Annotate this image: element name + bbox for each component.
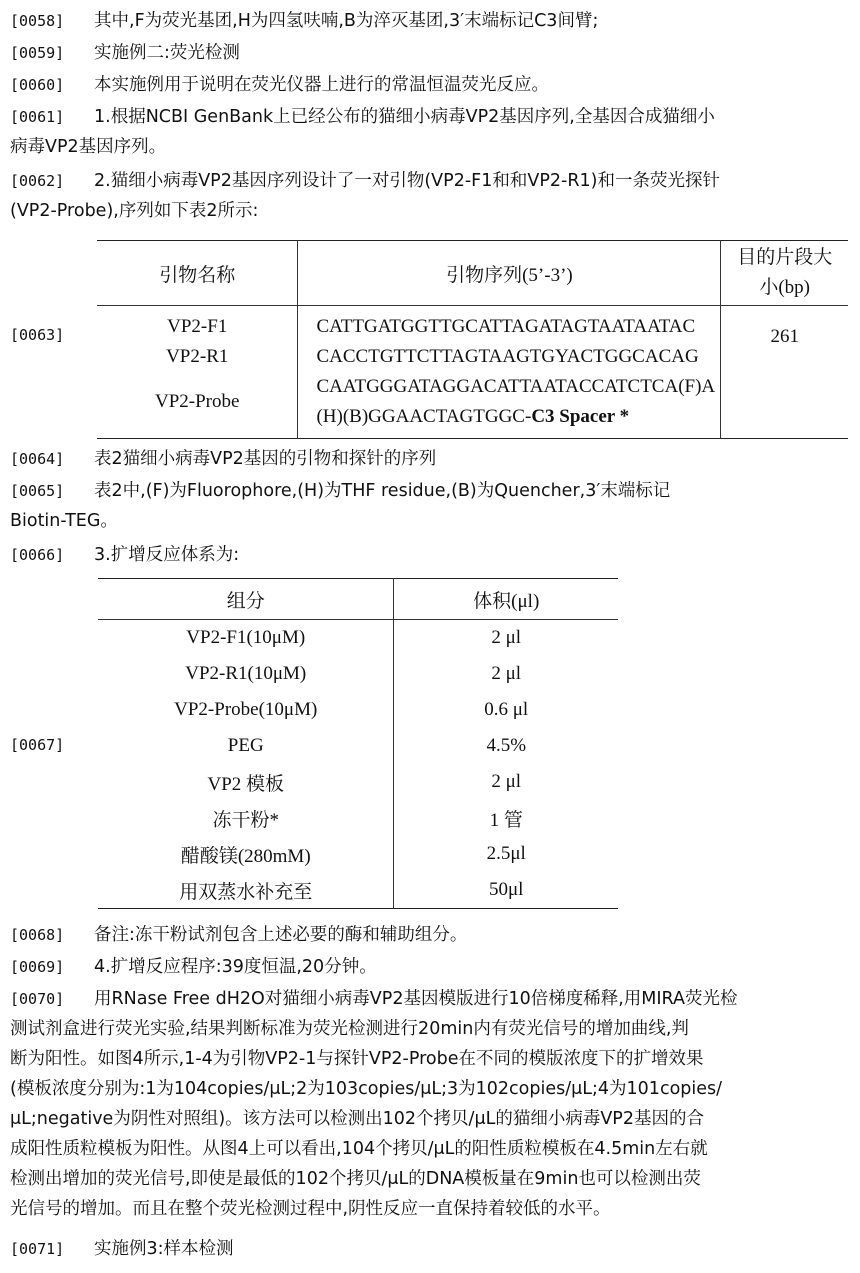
table-row [98, 800, 618, 836]
paragraph-number: [0061] [10, 108, 65, 126]
paragraph-line: (模板浓度分别为:1为104copies/μL;2为103copies/μL;3为102copies/μL;4为101copies/ [10, 1079, 723, 1099]
paragraph-0069 [10, 952, 850, 982]
paragraph-line: 本实施例用于说明在荧光仪器上进行的常温恒温荧光反应。 [94, 75, 549, 95]
paragraph-0068 [10, 920, 850, 950]
paragraph-number: [0064] [10, 450, 65, 468]
paragraph-line: 1.根据NCBI GenBank上已经公布的猫细小病毒VP2基因序列,全基因合成猫细小 [94, 107, 715, 127]
primer-name: VP2-F1 [167, 316, 228, 337]
paragraph-line: 实施例3:样本检测 [94, 1239, 234, 1259]
primer-sequence-last-line [298, 402, 720, 432]
paragraph-line: 检测出增加的荧光信号,即使是最低的102个拷贝/μL的DNA模板量在9min也可以检测出荧 [10, 1169, 701, 1189]
paragraph-number: [0060] [10, 76, 65, 94]
table-row [98, 620, 618, 657]
table-row [98, 656, 618, 692]
component-volume: 2 μl [491, 771, 522, 792]
component-volume: 50μl [489, 879, 524, 900]
component-name: VP2-F1(10μM) [98, 620, 394, 657]
paragraph-line: 实施例二:荧光检测 [94, 43, 240, 63]
paragraph-number: [0059] [10, 44, 65, 62]
primer-sequences-cell [298, 306, 721, 439]
header-line: 目的片段大 [737, 247, 833, 268]
component-name: VP2 模板 [98, 764, 394, 800]
paragraph-0062 [10, 166, 850, 226]
primer-name: VP2-Probe [155, 391, 240, 412]
paragraph-0064 [10, 444, 850, 474]
component-name: 醋酸镁(280mM) [98, 836, 394, 872]
paragraph-line: 2.猫细小病毒VP2基因序列设计了一对引物(VP2-F1和和VP2-R1)和一条荧光探针 [94, 171, 720, 191]
table-row [98, 692, 618, 728]
table-row [97, 306, 848, 439]
component-name: 用双蒸水补充至 [98, 872, 394, 909]
header-line: 小(bp) [759, 277, 811, 298]
paragraph-line: 用RNase Free dH2O对猫细小病毒VP2基因模版进行10倍梯度稀释,用MIRA荧光检 [94, 989, 738, 1009]
paragraph-line: Biotin-TEG。 [10, 511, 118, 531]
component-volume: 0.6 μl [484, 699, 529, 720]
paragraph-0058 [10, 6, 850, 36]
primer-sequence: CATTGATGGTTGCATTAGATAGTAATAATAC [316, 316, 696, 337]
header-primer-sequence: 引物序列(5’-3’) [298, 241, 721, 306]
paragraph-0066 [10, 540, 850, 570]
paragraph-number: [0070] [10, 990, 65, 1008]
component-name: 冻干粉* [98, 800, 394, 836]
component-volume: 1 管 [489, 809, 523, 831]
table-row [98, 872, 618, 909]
table-row [98, 836, 618, 872]
primer-names-cell [97, 306, 298, 439]
component-name: VP2-R1(10μM) [98, 656, 394, 692]
paragraph-0071 [10, 1234, 850, 1264]
sequence-text: (H)(B)GGAACTAGTGGC- [316, 406, 532, 427]
header-fragment-size [721, 241, 848, 306]
component-volume: 2 μl [491, 663, 522, 684]
table-header-row [97, 241, 848, 306]
paragraph-number: [0071] [10, 1240, 65, 1258]
paragraph-line: 测试剂盒进行荧光实验,结果判断标准为荧光检测进行20min内有荧光信号的增加曲线,判 [10, 1019, 689, 1039]
paragraph-number: [0058] [10, 12, 65, 30]
header-component: 组分 [98, 579, 394, 620]
paragraph-number: [0063] [10, 326, 65, 344]
reaction-system-table [98, 578, 618, 909]
paragraph-line: 其中,F为荧光基团,H为四氢呋喃,B为淬灭基团,3′末端标记C3间臂; [94, 11, 599, 31]
sequence-spacer-text: C3 Spacer * [531, 406, 630, 427]
paragraph-number: [0067] [10, 736, 65, 754]
paragraph-0060 [10, 70, 850, 100]
primer-table [97, 240, 848, 439]
paragraph-line: μL;negative为阴性对照组)。该方法可以检测出102个拷贝/μL的猫细小病毒VP2基因的合 [10, 1109, 704, 1129]
paragraph-number: [0068] [10, 926, 65, 944]
paragraph-number: [0065] [10, 482, 65, 500]
component-volume: 4.5% [486, 735, 527, 756]
paragraph-0061 [10, 102, 850, 162]
header-primer-name: 引物名称 [97, 241, 298, 306]
primer-name: VP2-R1 [166, 346, 229, 367]
table-row [98, 764, 618, 800]
paragraph-line: 病毒VP2基因序列。 [10, 137, 167, 157]
table-header-row [98, 579, 618, 620]
fragment-size-cell: 261 [770, 326, 799, 347]
paragraph-line: 备注:冻干粉试剂包含上述必要的酶和辅助组分。 [94, 925, 468, 945]
primer-sequence: CACCTGTTCTTAGTAAGTGYACTGGCACAG [316, 346, 699, 367]
paragraph-line: 表2中,(F)为Fluorophore,(H)为THF residue,(B)为Quencher,3′末端标记 [94, 481, 671, 501]
paragraph-line: 3.扩增反应体系为: [94, 545, 240, 565]
paragraph-0065 [10, 476, 850, 536]
paragraph-line: 成阳性质粒模板为阳性。从图4上可以看出,104个拷贝/μL的阳性质粒模板在4.5min左右就 [10, 1139, 708, 1159]
component-volume: 2 μl [491, 627, 522, 648]
paragraph-number: [0062] [10, 172, 65, 190]
paragraph-line: 光信号的增加。而且在整个荧光检测过程中,阴性反应一直保持着较低的水平。 [10, 1199, 611, 1219]
paragraph-0059 [10, 38, 850, 68]
paragraph-line: 表2猫细小病毒VP2基因的引物和探针的序列 [94, 449, 437, 469]
component-name: PEG [98, 728, 394, 764]
paragraph-line: 4.扩增反应程序:39度恒温,20分钟。 [94, 957, 377, 977]
paragraph-number: [0066] [10, 546, 65, 564]
paragraph-0070 [10, 984, 850, 1224]
paragraph-line: 断为阳性。如图4所示,1-4为引物VP2-1与探针VP2-Probe在不同的模版浓度下的扩增效果 [10, 1049, 704, 1069]
table-row [98, 728, 618, 764]
primer-sequence: CAATGGGATAGGACATTAATACCATCTCA(F)A [316, 376, 716, 397]
paragraph-line: (VP2-Probe),序列如下表2所示: [10, 201, 259, 221]
component-volume: 2.5μl [486, 843, 526, 864]
component-name: VP2-Probe(10μM) [98, 692, 394, 728]
paragraph-number: [0069] [10, 958, 65, 976]
header-volume: 体积(μl) [394, 579, 618, 620]
